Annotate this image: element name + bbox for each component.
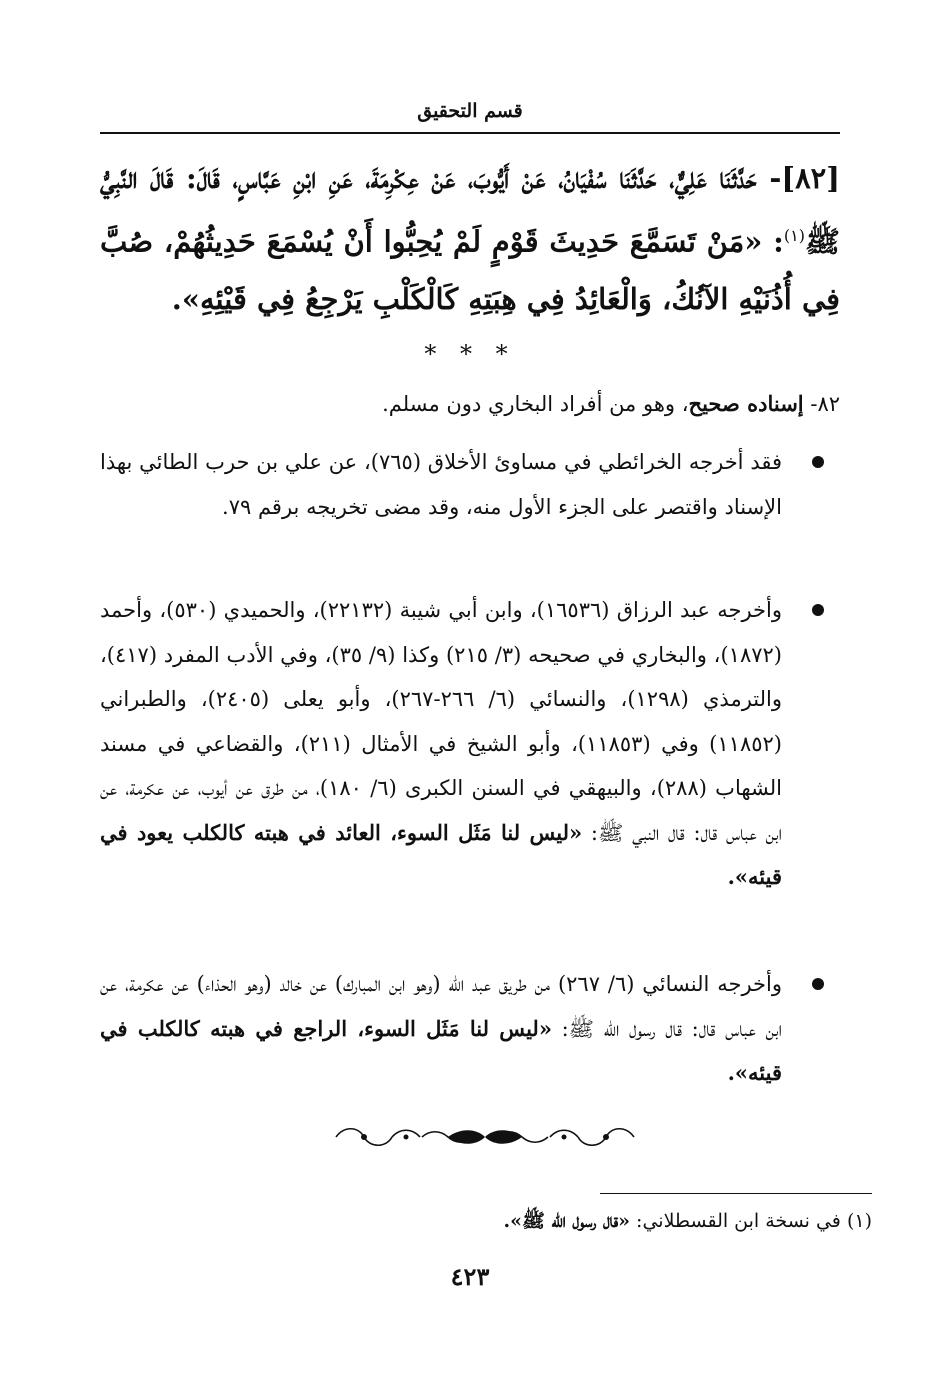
footnote-number: (١): [846, 1210, 872, 1232]
bullet-text: وأخرجه النسائي (٦/ ٢٦٧) من طريق عبد الله (وهو ابن المبارك) عن خالد (وهو الحذاء) عن عكرمة، عن ابن عباس قال: قال رسول الله ﷺ:: [100, 972, 782, 1041]
header-rule: [100, 132, 840, 134]
footnote-rule: [600, 1193, 872, 1194]
ruling-bold: إسناده صحيح: [688, 391, 804, 416]
footnote-quote: «قال رسول الله ﷺ».: [503, 1210, 631, 1232]
takhrij-bullet-1: [100, 440, 840, 529]
takhrij-bullet-2: [100, 588, 840, 900]
takhrij-bullet-3: [100, 962, 840, 1096]
bullet-dot: [812, 604, 824, 616]
footnote-marker[interactable]: (١): [783, 226, 805, 245]
hadith-quote: : «مَنْ تَسَمَّعَ حَدِيثَ قَوْمٍ لَمْ يُحِبُّوا أَنْ يُسْمَعَ حَدِيثُهُمْ، صُبَّ فِي أُذُنَيْهِ الآنُكُ، وَالْعَائِدُ فِي هِبَتِهِ كَالْكَلْبِ يَرْجِعُ فِي قَيْئِهِ».: [100, 224, 840, 316]
bullet-text: وأخرجه عبد الرزاق (١٦٥٣٦)، وابن أبي شيبة (٢٢١٣٢)، والحميدي (٥٣٠)، وأحمد (١٨٧٢)، والبخاري في صحيحه (٣/ ٢١٥) وكذا (٩/ ٣٥)، وفي الأدب المفرد (٤١٧)، والترمذي (١٢٩٨)، والنسائي (٦/ ٢٦٦-٢٦٧)، وأبو يعلى (٢٤٠٥)، والطبراني (١١٨٥٢) وفي (١١٨٥٣)، وأبو الشيخ في الأمثال (٢١١)، والقضاعي في مسند الشهاب (٢٨٨)، والبيهقي في السنن الكبرى (٦/ ١٨٠)، من طرق عن أيوب، عن عكرمة، عن ابن عباس قال: قال النبي ﷺ:: [100, 598, 782, 845]
ruling-rest: ، وهو من أفراد البخاري دون مسلم.: [382, 392, 689, 416]
ruling-number: ٨٢-: [810, 392, 840, 416]
hadith-text: [100, 150, 840, 328]
running-head: قسم التحقيق: [417, 100, 523, 122]
hadith-chain: [٨٢]- حَدَّثَنَا عَلِيٌّ، حَدَّثَنَا سُفْيَانُ، عَنْ أَيُّوبَ، عَنْ عِكْرِمَةَ، عَنِ ابْنِ عَبَّاسٍ، قَالَ: قَالَ النَّبِيُّ ﷺ: [100, 161, 840, 259]
isnad-ruling: [100, 384, 840, 424]
footnote-text: في نسخة ابن القسطلاني:: [630, 1210, 841, 1232]
bullet-quote: «ليس لنا مَثَل السوء، الراجع في هبته كالكلب في قيئه».: [100, 1015, 782, 1085]
bullet-dot: [812, 978, 824, 990]
footnote: [100, 1205, 872, 1237]
ornament-divider: [330, 1122, 640, 1152]
bullet-quote: «ليس لنا مَثَل السوء، العائد في هبته كالكلب يعود في قيئه».: [100, 819, 782, 889]
bullet-text: فقد أخرجه الخرائطي في مساوئ الأخلاق (٧٦٥)، عن علي بن حرب الطائي بهذا الإسناد واقتصر على الجزء الأول منه، وقد مضى تخريجه برقم ٧٩.: [100, 450, 782, 519]
section-separator: * * *: [424, 340, 516, 368]
bullet-dot: [812, 456, 824, 468]
page-number: ٤٢٣: [450, 1262, 490, 1291]
